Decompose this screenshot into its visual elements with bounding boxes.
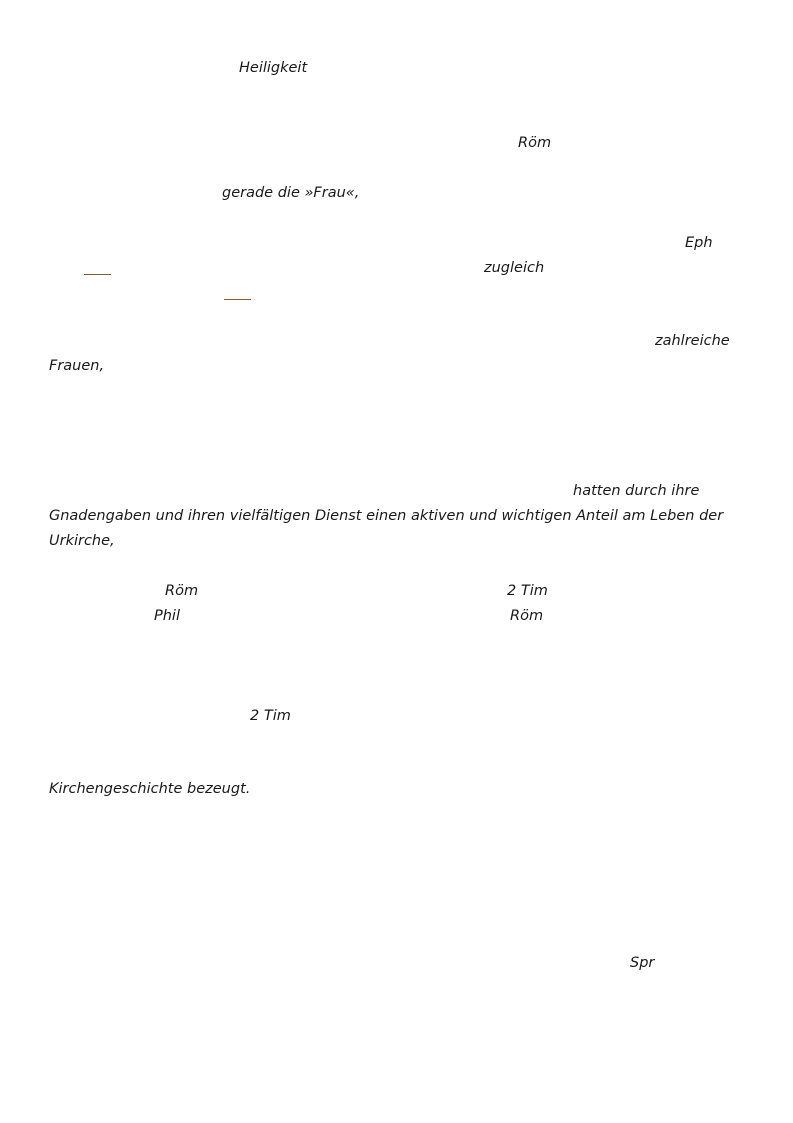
- text-kirchengeschichte: Kirchengeschichte bezeugt.: [49, 781, 251, 797]
- ref-roem-2: Röm: [165, 583, 199, 599]
- ref-phil: Phil: [154, 608, 180, 624]
- ref-roem-1: Röm: [518, 135, 552, 151]
- text-frauen: Frauen,: [49, 358, 105, 374]
- text-heiligkeit: Heiligkeit: [239, 60, 308, 76]
- ref-roem-3: Röm: [510, 608, 544, 624]
- text-hatten-durch-ihre: hatten durch ihre: [573, 483, 700, 499]
- text-urkirche: Urkirche,: [49, 533, 115, 549]
- ref-2-tim-1: 2 Tim: [507, 583, 548, 599]
- text-gerade-die-frau: gerade die »Frau«,: [222, 185, 360, 201]
- ref-spr: Spr: [630, 955, 655, 971]
- text-zahlreiche: zahlreiche: [655, 333, 730, 349]
- ref-2-tim-2: 2 Tim: [250, 708, 291, 724]
- footnote-rule-1: [84, 274, 111, 275]
- footnote-rule-2: [224, 299, 251, 300]
- ref-eph: Eph: [685, 235, 713, 251]
- text-zugleich: zugleich: [484, 260, 545, 276]
- text-gnadengaben: Gnadengaben und ihren vielfältigen Dienst einen aktiven und wichtigen Anteil am Leben der: [49, 508, 724, 524]
